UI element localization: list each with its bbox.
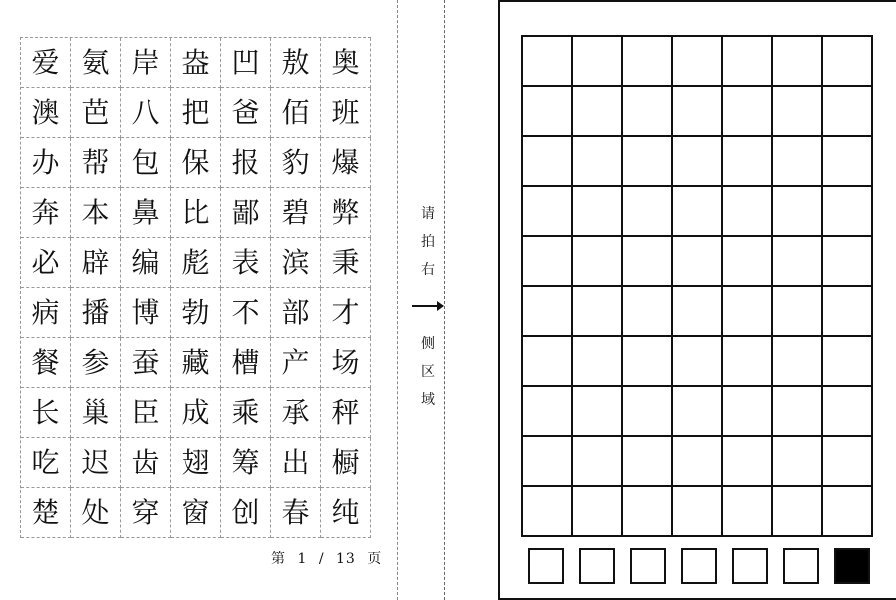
- writing-cell: [573, 287, 623, 337]
- page-separator: /: [318, 551, 325, 567]
- character-cell: 弊: [321, 188, 371, 238]
- writing-cell: [573, 237, 623, 287]
- character-cell: 槽: [221, 338, 271, 388]
- writing-cell: [673, 237, 723, 287]
- writing-cell: [523, 37, 573, 87]
- writing-cell: [723, 287, 773, 337]
- character-cell: 爆: [321, 138, 371, 188]
- character-cell: 保: [171, 138, 221, 188]
- character-cell: 辟: [71, 238, 121, 288]
- instruction-char: 右: [421, 262, 435, 278]
- character-cell: 吃: [21, 438, 71, 488]
- character-cell: 敖: [271, 38, 321, 88]
- character-cell: 表: [221, 238, 271, 288]
- writing-cell: [623, 337, 673, 387]
- page-number: [268, 548, 385, 568]
- writing-cell: [723, 487, 773, 537]
- writing-cell: [773, 137, 823, 187]
- character-cell: 齿: [121, 438, 171, 488]
- writing-cell: [823, 187, 873, 237]
- writing-cell: [623, 287, 673, 337]
- writing-cell: [623, 387, 673, 437]
- writing-cell: [573, 437, 623, 487]
- writing-cell: [673, 437, 723, 487]
- writing-cell: [823, 287, 873, 337]
- character-cell: 勃: [171, 288, 221, 338]
- writing-cell: [823, 37, 873, 87]
- writing-cell: [723, 337, 773, 387]
- writing-cell: [523, 87, 573, 137]
- character-cell: 爱: [21, 38, 71, 88]
- page-prefix: 第: [271, 551, 286, 567]
- character-cell: 纯: [321, 488, 371, 538]
- character-cell: 芭: [71, 88, 121, 138]
- writing-cell: [773, 287, 823, 337]
- writing-cell: [723, 137, 773, 187]
- character-cell: 穿: [121, 488, 171, 538]
- writing-cell: [723, 37, 773, 87]
- instruction-char: 域: [421, 392, 435, 408]
- writing-cell: [523, 437, 573, 487]
- character-cell: 场: [321, 338, 371, 388]
- character-cell: 本: [71, 188, 121, 238]
- character-cell: 凹: [221, 38, 271, 88]
- character-cell: 成: [171, 388, 221, 438]
- writing-cell: [773, 187, 823, 237]
- writing-cell: [673, 337, 723, 387]
- character-cell: 才: [321, 288, 371, 338]
- writing-cell: [773, 437, 823, 487]
- empty-marker: [579, 548, 615, 584]
- empty-marker: [732, 548, 768, 584]
- writing-cell: [673, 87, 723, 137]
- empty-marker: [630, 548, 666, 584]
- empty-marker: [783, 548, 819, 584]
- page-suffix: 页: [367, 551, 383, 567]
- writing-cell: [523, 287, 573, 337]
- writing-cell: [573, 37, 623, 87]
- character-grid: [20, 37, 371, 538]
- writing-cell: [773, 487, 823, 537]
- character-cell: 帮: [71, 138, 121, 188]
- character-cell: 佰: [271, 88, 321, 138]
- character-cell: 病: [21, 288, 71, 338]
- writing-cell: [773, 337, 823, 387]
- character-cell: 秤: [321, 388, 371, 438]
- writing-cell: [523, 237, 573, 287]
- writing-cell: [673, 287, 723, 337]
- writing-cell: [673, 387, 723, 437]
- cut-line: [444, 0, 445, 600]
- writing-cell: [573, 337, 623, 387]
- character-cell: 承: [271, 388, 321, 438]
- writing-cell: [623, 187, 673, 237]
- character-cell: 蚕: [121, 338, 171, 388]
- writing-cell: [623, 37, 673, 87]
- writing-cell: [523, 387, 573, 437]
- writing-cell: [773, 87, 823, 137]
- character-cell: 不: [221, 288, 271, 338]
- character-cell: 参: [71, 338, 121, 388]
- writing-cell: [673, 487, 723, 537]
- writing-cell: [673, 137, 723, 187]
- writing-cell: [623, 437, 673, 487]
- writing-cell: [573, 87, 623, 137]
- empty-marker: [681, 548, 717, 584]
- character-cell: 爸: [221, 88, 271, 138]
- writing-cell: [723, 237, 773, 287]
- character-cell: 臣: [121, 388, 171, 438]
- character-cell: 八: [121, 88, 171, 138]
- character-cell: 餐: [21, 338, 71, 388]
- character-cell: 比: [171, 188, 221, 238]
- character-cell: 巢: [71, 388, 121, 438]
- page-current: 1: [297, 551, 308, 567]
- writing-cell: [723, 87, 773, 137]
- writing-cell: [723, 387, 773, 437]
- character-cell: 窗: [171, 488, 221, 538]
- character-cell: 包: [121, 138, 171, 188]
- character-cell: 处: [71, 488, 121, 538]
- writing-cell: [623, 137, 673, 187]
- character-cell: 播: [71, 288, 121, 338]
- character-cell: 产: [271, 338, 321, 388]
- writing-cell: [573, 187, 623, 237]
- writing-cell: [823, 87, 873, 137]
- character-cell: 氨: [71, 38, 121, 88]
- instruction-top: [416, 200, 440, 284]
- character-cell: 彪: [171, 238, 221, 288]
- character-cell: 把: [171, 88, 221, 138]
- character-cell: 编: [121, 238, 171, 288]
- writing-cell: [523, 137, 573, 187]
- writing-cell: [623, 487, 673, 537]
- writing-cell: [573, 137, 623, 187]
- character-cell: 豹: [271, 138, 321, 188]
- writing-cell: [623, 237, 673, 287]
- empty-marker: [528, 548, 564, 584]
- character-cell: 报: [221, 138, 271, 188]
- writing-cell: [523, 187, 573, 237]
- character-cell: 藏: [171, 338, 221, 388]
- writing-cell: [723, 437, 773, 487]
- writing-cell: [823, 137, 873, 187]
- character-cell: 鄙: [221, 188, 271, 238]
- instruction-bottom: [416, 330, 440, 414]
- writing-cell: [523, 337, 573, 387]
- character-cell: 盎: [171, 38, 221, 88]
- left-page: [0, 0, 398, 600]
- writing-cell: [773, 237, 823, 287]
- character-cell: 鼻: [121, 188, 171, 238]
- right-arrow-icon: [412, 305, 442, 307]
- character-cell: 创: [221, 488, 271, 538]
- instruction-char: 区: [421, 364, 435, 380]
- writing-cell: [773, 37, 823, 87]
- character-cell: 澳: [21, 88, 71, 138]
- instruction-char: 拍: [421, 234, 435, 250]
- character-cell: 长: [21, 388, 71, 438]
- writing-cell: [523, 487, 573, 537]
- filled-marker: [834, 548, 870, 584]
- writing-cell: [773, 387, 823, 437]
- writing-cell: [723, 187, 773, 237]
- writing-cell: [673, 187, 723, 237]
- writing-cell: [823, 237, 873, 287]
- instruction-char: 侧: [421, 336, 435, 352]
- character-cell: 岸: [121, 38, 171, 88]
- character-cell: 博: [121, 288, 171, 338]
- writing-cell: [823, 437, 873, 487]
- writing-cell: [823, 487, 873, 537]
- character-cell: 出: [271, 438, 321, 488]
- page-total: 13: [336, 551, 356, 567]
- writing-cell: [623, 87, 673, 137]
- character-cell: 滨: [271, 238, 321, 288]
- character-cell: 部: [271, 288, 321, 338]
- writing-cell: [823, 387, 873, 437]
- character-cell: 乘: [221, 388, 271, 438]
- character-cell: 春: [271, 488, 321, 538]
- character-cell: 迟: [71, 438, 121, 488]
- instruction-char: 请: [421, 206, 435, 222]
- character-cell: 翅: [171, 438, 221, 488]
- scan-markers: [528, 548, 870, 584]
- writing-cell: [573, 487, 623, 537]
- character-cell: 秉: [321, 238, 371, 288]
- character-cell: 楚: [21, 488, 71, 538]
- character-cell: 班: [321, 88, 371, 138]
- character-cell: 碧: [271, 188, 321, 238]
- character-cell: 奔: [21, 188, 71, 238]
- character-cell: 奥: [321, 38, 371, 88]
- character-cell: 必: [21, 238, 71, 288]
- writing-cell: [823, 337, 873, 387]
- writing-grid: [521, 35, 873, 537]
- character-cell: 筹: [221, 438, 271, 488]
- character-cell: 橱: [321, 438, 371, 488]
- writing-cell: [673, 37, 723, 87]
- character-cell: 办: [21, 138, 71, 188]
- writing-cell: [573, 387, 623, 437]
